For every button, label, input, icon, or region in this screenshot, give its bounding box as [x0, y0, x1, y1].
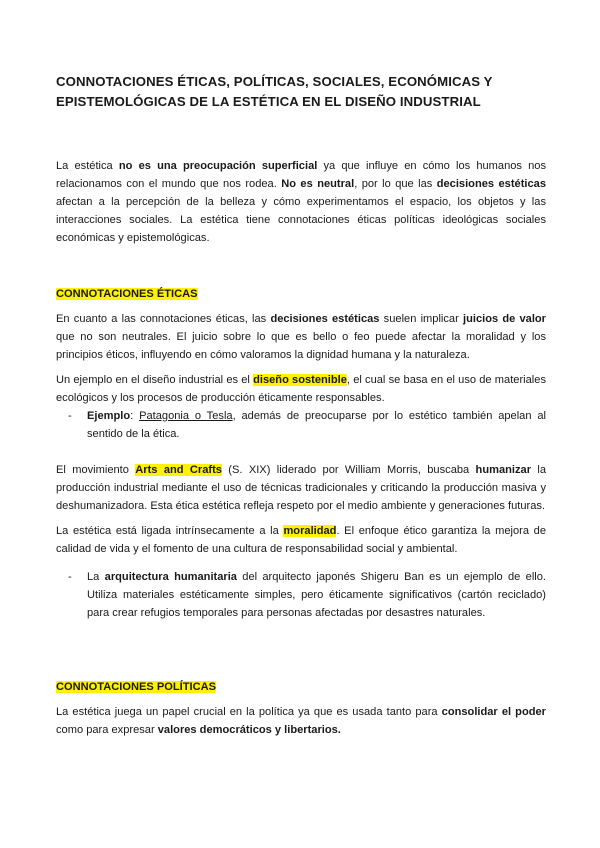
- intro-paragraph: La estética no es una preocupación superficial ya que influye en cómo los humanos nos relacionamos con el mundo que nos rodea. No es neutral, por lo que las decisiones estéticas afectan a la percepción de la belleza y cómo experimentamos el espacio, los objetos y las interacciones sociales. La estética tiene connotaciones éticas políticas ideológicas sociales económicas y epistemológicas.: [56, 160, 546, 244]
- list-item-ejemplo: - Ejemplo: Patagonia o Tesla, además de preocuparse por lo estético también apelan al sentido de la ética.: [68, 410, 546, 440]
- politica-paragraph-1: La estética juega un papel crucial en la política ya que es usada tanto para consolidar el poder como para expresar valores democráticos y libertarios.: [56, 706, 546, 736]
- etica-paragraph-4: La estética está ligada intrínsecamente a la moralidad. El enfoque ético garantiza la mejora de calidad de vida y el fomento de una cultura de responsabilidad social y ambiental.: [56, 525, 546, 555]
- document-page: [56, 72, 546, 739]
- title-line-2: EPISTEMOLÓGICAS DE LA ESTÉTICA EN EL DISEÑO INDUSTRIAL: [56, 94, 481, 109]
- document-title: [56, 72, 546, 112]
- section-heading-politicas: CONNOTACIONES POLÍTICAS: [56, 681, 217, 693]
- title-line-1: CONNOTACIONES ÉTICAS, POLÍTICAS, SOCIALES, ECONÓMICAS Y: [56, 74, 493, 89]
- ejemplo-brands: Patagonia o Tesla: [139, 410, 233, 422]
- etica-paragraph-3: El movimiento Arts and Crafts (S. XIX) liderado por William Morris, buscaba humanizar la producción industrial mediante el uso de técnicas tradicionales y criticando la producción masiva y deshumanizadora. Esta ética estética refleja respeto por el medio ambiente y generaciones futuras.: [56, 464, 547, 512]
- section-heading-eticas: CONNOTACIONES ÉTICAS: [56, 288, 198, 300]
- etica-paragraph-2: Un ejemplo en el diseño industrial es el diseño sostenible, el cual se basa en el uso de materiales ecológicos y los procesos de producción éticamente responsables.: [56, 374, 546, 404]
- list-item-shigeru-ban: - La arquitectura humanitaria del arquitecto japonés Shigeru Ban es un ejemplo de ello. Utiliza materiales estéticamente simples, pero éticamente significativos (cartón reciclado) para crear refugios temporales para personas afectadas por desastres naturales.: [68, 571, 547, 619]
- etica-paragraph-1: En cuanto a las connotaciones éticas, las decisiones estéticas suelen implicar juicios de valor que no son neutrales. El juicio sobre lo que es bello o feo puede afectar la moralidad y los principios éticos, influyendo en cómo valoramos la dignidad humana y la naturaleza.: [56, 313, 547, 361]
